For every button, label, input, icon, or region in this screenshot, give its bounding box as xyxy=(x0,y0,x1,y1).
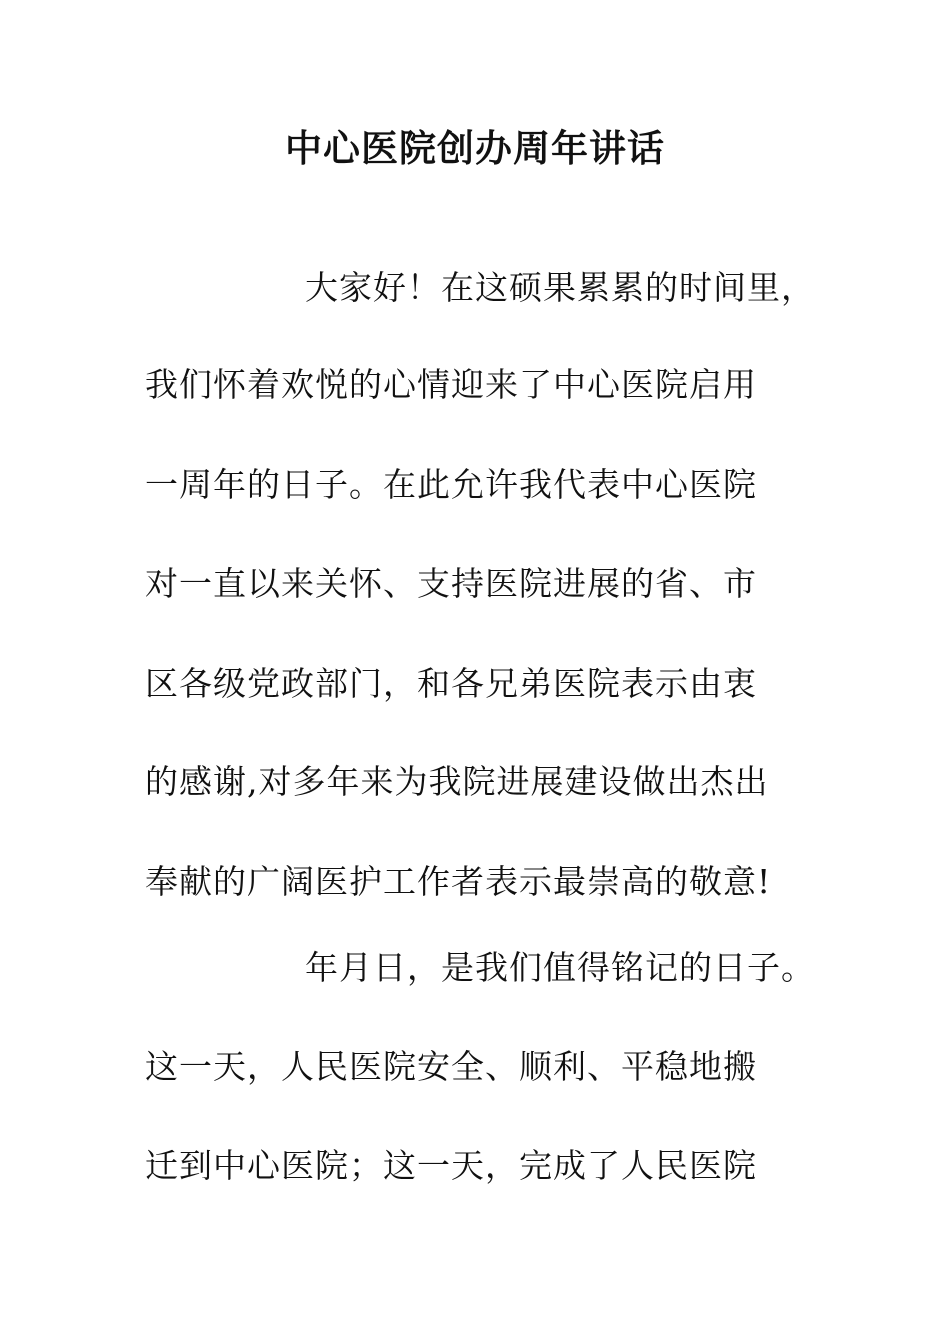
paragraph-line: 的感谢,对多年来为我院进展建设做出杰出 xyxy=(145,762,769,801)
document-title: 中心医院创办周年讲话 xyxy=(285,127,665,170)
paragraph-line: 迁到中心医院；这一天，完成了人民医院 xyxy=(145,1146,757,1185)
paragraph-line: 我们怀着欢悦的心情迎来了中心医院启用 xyxy=(145,365,757,404)
paragraph-line: 一周年的日子。在此允许我代表中心医院 xyxy=(145,465,757,504)
paragraph-line: 这一天，人民医院安全、顺利、平稳地搬 xyxy=(145,1047,757,1086)
paragraph-line: 年月日，是我们值得铭记的日子。 xyxy=(305,948,815,987)
paragraph-line: 大家好！在这硕果累累的时间里， xyxy=(305,268,815,307)
paragraph-line: 对一直以来关怀、支持医院进展的省、市 xyxy=(145,564,757,603)
paragraph-line: 奉献的广阔医护工作者表示最崇高的敬意! xyxy=(145,862,772,901)
paragraph-line: 区各级党政部门，和各兄弟医院表示由衷 xyxy=(145,664,757,703)
